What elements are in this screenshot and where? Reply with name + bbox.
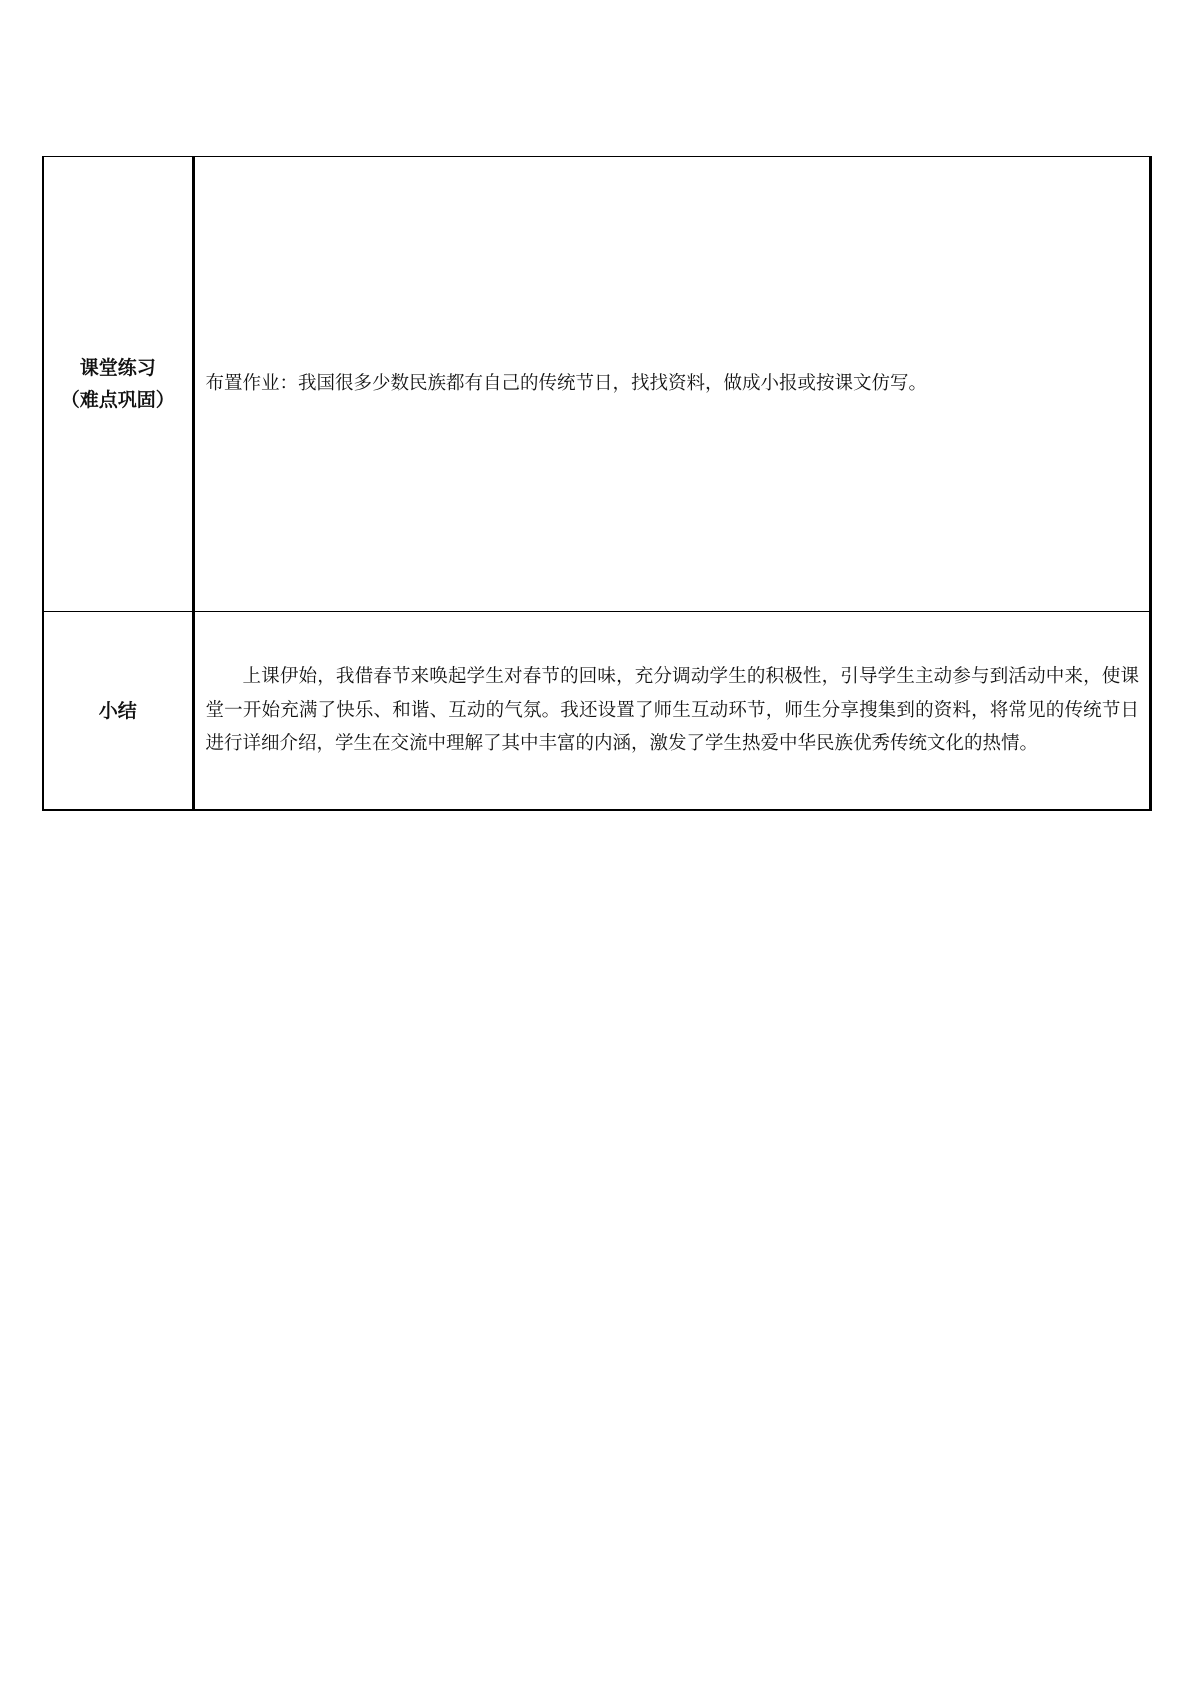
table-row-practice [43, 157, 1151, 612]
homework-text: 布置作业：我国很多少数民族都有自己的传统节日，找找资料，做成小报或按课文仿写。 [205, 373, 928, 394]
row-label-line: 课堂练习 [79, 357, 156, 379]
row-label-line: （难点巩固） [60, 389, 175, 411]
row-label-practice [43, 157, 193, 612]
summary-paragraph: 上课伊始，我借春节来唤起学生对春节的回味，充分调动学生的积极性，引导学生主动参与到活动中来，使课堂一开始充满了快乐、和谐、互动的气氛。我还设置了师生互动环节，师生分享搜集到的资料，将常见的传统节日进行详细介绍，学生在交流中理解了其中丰富的内涵，激发了学生热爱中华民族优秀传统文化的热情。 [205, 666, 1139, 755]
lesson-plan-table [42, 156, 1152, 811]
row-label-line: 小结 [98, 699, 137, 722]
table-row-summary [43, 612, 1151, 811]
row-content-summary [193, 612, 1151, 811]
row-label-summary [43, 612, 193, 811]
row-content-practice [193, 157, 1151, 612]
